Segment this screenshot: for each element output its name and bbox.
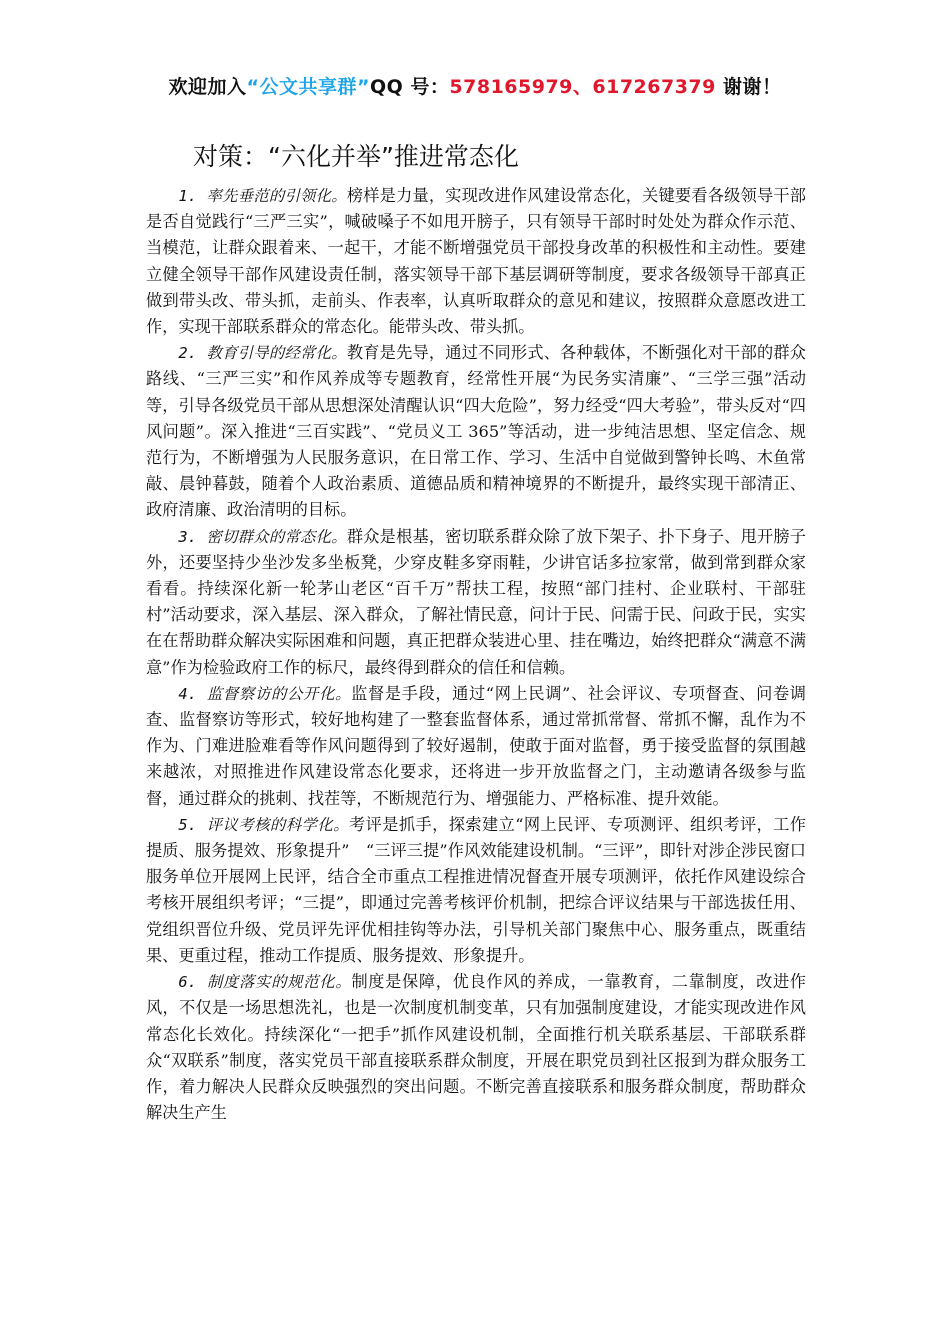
paragraph — [146, 183, 806, 340]
paragraph-lead: 6. 制度落实的规范化。 — [178, 973, 352, 992]
paragraph — [146, 340, 806, 523]
paragraph-text: 制度是保障，优良作风的养成，一靠教育，二靠制度，改进作风，不仅是一场思想洗礼，也是一次制度机制变革，只有加强制度建设，才能实现改进作风常态化长效化。持续深化“一把手”抓作风建设机制，全面推行机关联系基层、干部联系群众“双联系”制度，落实党员干部直接联系群众制度，开展在职党员到社区报到为群众服务工作，着力解决人民群众反映强烈的突出问题。不断完善直接联系和服务群众制度，帮助群众解决生产生 — [146, 972, 806, 1123]
paragraph-text: 考评是抓手，探索建立“网上民评、专项测评、组织考评，工作提质、服务提效、形象提升” “三评三提”作风效能建设机制。“三评”，即针对涉企涉民窗口服务单位开展网上民评，结合全市重点工程推进情况督查开展专项测评，依托作风建设综合考核开展组织考评；“三提”，即通过完善考核评价机制，把综合评议结果与干部选拔任用、党组织晋位升级、党员评先评优相挂钩等办法，引导机关部门聚焦中心、服务重点，既重结果、更重过程，推动工作提质、服务提效、形象提升。 — [146, 814, 806, 965]
banner-prefix: 欢迎加入 — [168, 76, 247, 98]
paragraph — [146, 681, 806, 812]
banner-group-name: “公文共享群” — [246, 76, 370, 98]
paragraph-lead: 1. 率先垂范的引领化。 — [178, 187, 347, 205]
document-body — [146, 183, 806, 1126]
paragraph-lead: 2. 教育引导的经常化。 — [178, 344, 347, 363]
paragraph-lead: 5. 评议考核的科学化。 — [178, 815, 350, 834]
paragraph-text: 群众是根基，密切联系群众除了放下架子、扑下身子、甩开膀子外，还要坚持少坐沙发多坐板凳，少穿皮鞋多穿雨鞋，少讲官话多拉家常，做到常到群众家看看。持续深化新一轮茅山老区“百千万”帮扶工程，按照“部门挂村、企业联村、干部驻村”活动要求，深入基层、深入群众，了解社情民意，问计于民、问需于民、问政于民，实实在在帮助群众解决实际困难和问题，真正把群众装进心里、挂在嘴边，始终把群众“满意不满意”作为检验政府工作的标尺，最终得到群众的信任和信赖。 — [146, 526, 806, 677]
paragraph-lead: 4. 监督察访的公开化。 — [178, 684, 352, 703]
paragraph — [146, 969, 806, 1126]
paragraph-text: 教育是先导，通过不同形式、各种载体，不断强化对干部的群众路线、“三严三实”和作风养成等专题教育，经常性开展“为民务实清廉”、“三学三强”活动等，引导各级党员干部从思想深处清醒认识“四大危险”，努力经受“四大考验”，带头反对“四风问题”。深入推进“三百实践”、“党员义工 365”等活动，进一步纯洁思想、坚定信念、规范行为，不断增强为人民服务意识，在日常工作、学习、生活中自觉做到警钟长鸣、木鱼常敲、晨钟暮鼓，随着个人政治素质、道德品质和精神境界的不断提升，最终实现干部清正、政府清廉、政治清明的目标。 — [146, 343, 806, 520]
paragraph — [146, 812, 806, 969]
paragraph-text: 监督是手段，通过“网上民调”、社会评议、专项督查、问卷调查、监督察访等形式，较好地构建了一整套监督体系，通过常抓常督、常抓不懈，乱作为不作为、门难进脸难看等作风问题得到了较好遏制，使敢于面对监督，勇于接受监督的氛围越来越浓，对照推进作风建设常态化要求，还将进一步开放监督之门，主动邀请各级参与监督，通过群众的挑刺、找茬等，不断规范行为、增强能力、严格标准、提升效能。 — [146, 683, 806, 808]
banner-qq-numbers: 578165979、617267379 — [449, 76, 716, 98]
paragraph-text: 榜样是力量，实现改进作风建设常态化，关键要看各级领导干部是否自觉践行“三严三实”，喊破嗓子不如甩开膀子，只有领导干部时时处处为群众作示范、当模范，让群众跟着来、一起干，才能不断增强党员干部投身改革的积极性和主动性。要建立健全领导干部作风建设责任制，落实领导干部下基层调研等制度，要求各级领导干部真正做到带头改、带头抓，走前头、作表率，认真听取群众的意见和建议，按照群众意愿改进工作，实现干部联系群众的常态化。能带头改、带头抓。 — [146, 186, 806, 337]
document-title: 对策：“六化并举”推进常态化 — [193, 142, 519, 171]
banner-qq-label: QQ 号： — [369, 76, 450, 98]
header-banner — [0, 72, 950, 99]
banner-thanks: 谢谢！ — [715, 76, 782, 98]
paragraph-lead: 3. 密切群众的常态化。 — [178, 527, 347, 546]
paragraph — [146, 524, 806, 681]
